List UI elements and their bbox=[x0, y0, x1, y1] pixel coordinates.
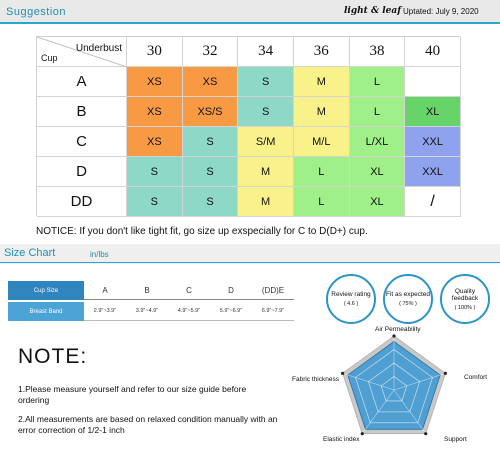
size-cell: / bbox=[405, 187, 461, 217]
size-cell: M bbox=[294, 67, 350, 97]
radar-vertex-dot bbox=[392, 334, 395, 337]
fabric-radar-chart bbox=[288, 322, 500, 449]
badge-title: Fit as expected bbox=[385, 291, 431, 299]
table-corner-cell bbox=[37, 37, 127, 67]
notice-text: NOTICE: If you don't like tight fit, go size up exspecially for C to D(D+) cup. bbox=[36, 226, 368, 237]
size-cell bbox=[405, 67, 461, 97]
header-divider bbox=[0, 22, 500, 24]
breast-band-value: 5.9"~6.9" bbox=[210, 302, 252, 321]
underbust-header-32: 32 bbox=[183, 37, 239, 67]
radar-svg bbox=[288, 322, 500, 449]
radar-label-comfort: Comfort bbox=[464, 374, 488, 381]
updated-date: Uptated: July 9, 2020 bbox=[403, 7, 479, 16]
cup-size-header: Cup Size bbox=[8, 281, 84, 300]
radar-vertex-dot bbox=[361, 432, 364, 435]
breast-band-header: Breast Band bbox=[8, 302, 84, 321]
size-cell: S bbox=[127, 187, 183, 217]
size-cell: XS bbox=[127, 127, 183, 157]
size-cell: M bbox=[238, 157, 294, 187]
breast-band-value: 4.9"~5.9" bbox=[168, 302, 210, 321]
size-cell: XXL bbox=[405, 127, 461, 157]
size-cell: S/M bbox=[238, 127, 294, 157]
underbust-label: Underbust bbox=[75, 43, 122, 54]
radar-vertex-dot bbox=[444, 372, 447, 375]
badge-title: Quality feedback bbox=[451, 287, 479, 302]
underbust-header-40: 40 bbox=[405, 37, 461, 67]
cup-size-value: C bbox=[168, 281, 210, 300]
brand-logo-text: light & leaf bbox=[344, 6, 402, 16]
fit-badge bbox=[383, 274, 433, 324]
cup-size-value: (DD)E bbox=[252, 281, 294, 300]
size-cell: XL bbox=[350, 157, 406, 187]
cup-size-row bbox=[8, 281, 294, 300]
size-chart-unit: in/lbs bbox=[90, 250, 109, 259]
cup-row-label: DD bbox=[37, 187, 127, 217]
badge-value: ( 100% ) bbox=[454, 304, 476, 311]
size-cell: L bbox=[350, 97, 406, 127]
cup-size-value: A bbox=[84, 281, 126, 300]
radar-vertex-dot bbox=[424, 432, 427, 435]
cup-row-label: D bbox=[37, 157, 127, 187]
cup-label: Cup bbox=[41, 53, 58, 63]
review-rating-badge bbox=[326, 274, 376, 324]
radar-vertex-dot bbox=[341, 372, 344, 375]
size-chart-band bbox=[0, 244, 500, 264]
underbust-header-34: 34 bbox=[238, 37, 294, 67]
size-cell: XS bbox=[183, 67, 239, 97]
breast-band-value: 3.9"~4.9" bbox=[126, 302, 168, 321]
size-suggestion-table bbox=[36, 36, 460, 216]
size-cell: XL bbox=[405, 97, 461, 127]
size-cell: L bbox=[350, 67, 406, 97]
size-cell: L bbox=[294, 187, 350, 217]
underbust-header-36: 36 bbox=[294, 37, 350, 67]
size-cell: L bbox=[294, 157, 350, 187]
quality-badge bbox=[440, 274, 490, 324]
size-cell: S bbox=[238, 97, 294, 127]
size-cell: M bbox=[294, 97, 350, 127]
note-line-2: 2.All measurements are based on relaxed condition manually with an error correction of 1/2-1 inch bbox=[18, 414, 278, 435]
suggestion-title: Suggestion bbox=[6, 6, 67, 18]
breast-band-value: 6.9"~7.9" bbox=[252, 302, 294, 321]
cup-size-value: B bbox=[126, 281, 168, 300]
badge-value: ( 75% ) bbox=[399, 300, 417, 307]
size-cell: S bbox=[183, 127, 239, 157]
size-cell: M/L bbox=[294, 127, 350, 157]
breast-band-value: 2.9"~3.9" bbox=[84, 302, 126, 321]
size-cell: L/XL bbox=[350, 127, 406, 157]
cup-size-value: D bbox=[210, 281, 252, 300]
size-cell: XXL bbox=[405, 157, 461, 187]
underbust-header-30: 30 bbox=[127, 37, 183, 67]
cup-row-label: B bbox=[37, 97, 127, 127]
size-cell: XS/S bbox=[183, 97, 239, 127]
size-cell: XS bbox=[127, 97, 183, 127]
size-cell: S bbox=[238, 67, 294, 97]
badge-title: Review rating bbox=[331, 291, 371, 299]
radar-label-elastic-index: Elastic index bbox=[323, 436, 360, 443]
cup-row-label: A bbox=[37, 67, 127, 97]
size-cell: S bbox=[183, 157, 239, 187]
radar-label-air-permeability: Air Permeability bbox=[375, 326, 421, 333]
size-cell: S bbox=[127, 157, 183, 187]
note-title: NOTE: bbox=[18, 345, 88, 368]
size-cell: S bbox=[183, 187, 239, 217]
breast-band-row bbox=[8, 302, 294, 321]
radar-label-support: Support bbox=[444, 436, 467, 443]
size-chart-title: Size Chart bbox=[4, 247, 56, 259]
cup-row-label: C bbox=[37, 127, 127, 157]
size-chart-divider bbox=[0, 262, 500, 263]
cup-band-chart bbox=[8, 281, 298, 321]
badge-value: ( 4.6 ) bbox=[343, 300, 359, 307]
size-cell: XS bbox=[127, 67, 183, 97]
note-line-1: 1.Please measure yourself and refer to our size guide before ordering bbox=[18, 384, 247, 405]
size-cell: XL bbox=[350, 187, 406, 217]
underbust-header-38: 38 bbox=[350, 37, 406, 67]
radar-label-fabric-thickness: Fabric thickness bbox=[292, 376, 339, 383]
size-cell: M bbox=[238, 187, 294, 217]
